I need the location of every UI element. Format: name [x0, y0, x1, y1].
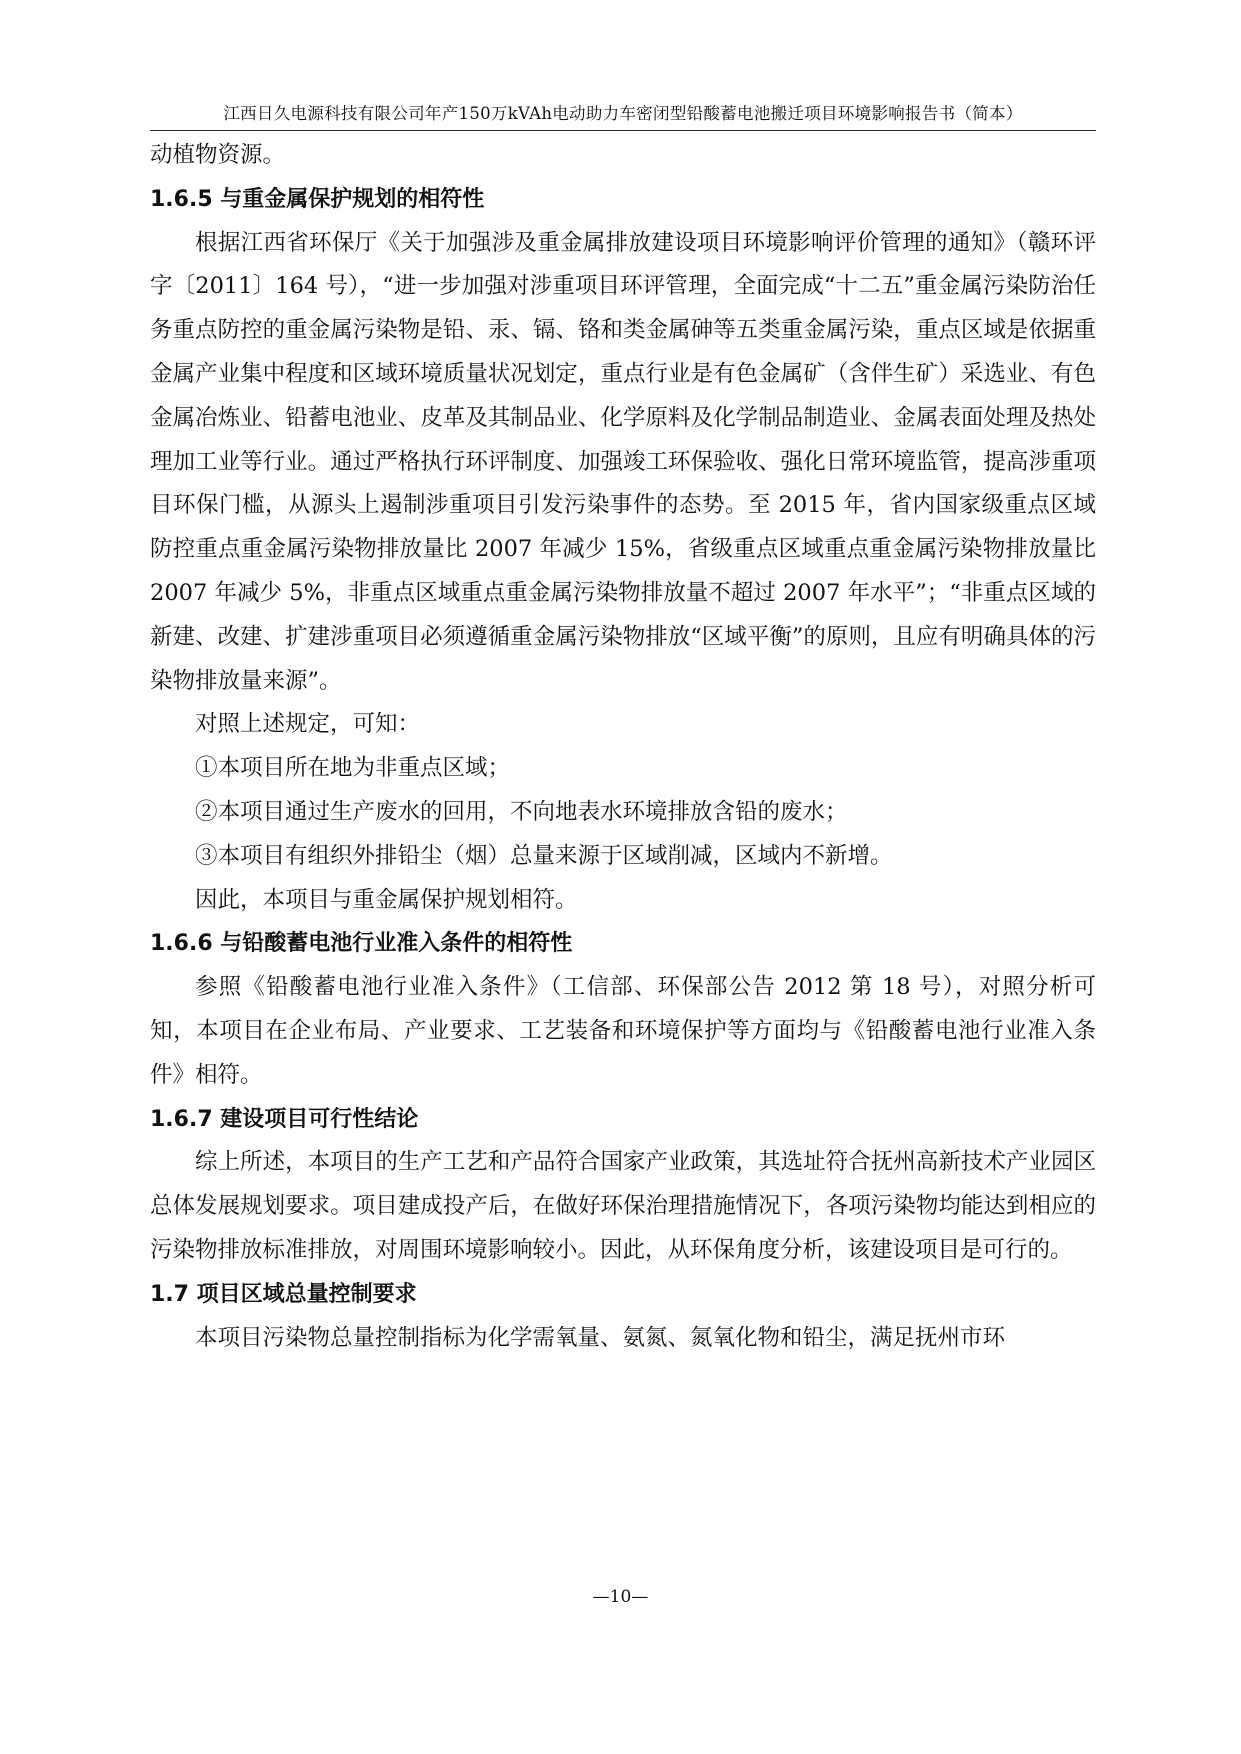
paragraph-continuation: 动植物资源。 — [150, 142, 286, 168]
paragraph-feasibility-conclusion: 综上所述，本项目的生产工艺和产品符合国家产业政策，其选址符合抚州高新技术产业园区总体发展规划要求。项目建成投产后，在做好环保治理措施情况下，各项污染物均能达到相应的污染物排放标准排放，对周围环境影响较小。因此，从环保角度分析，该建设项目是可行的。 — [150, 1149, 1096, 1263]
page-number: —10— — [592, 1587, 649, 1607]
document-body — [150, 134, 1096, 1360]
list-item-3: ③本项目有组织外排铅尘（烟）总量来源于区域削减，区域内不新增。 — [195, 842, 893, 869]
section-heading-1-6-6: 1.6.6 与铅酸蓄电池行业准入条件的相符性 — [150, 931, 573, 957]
paragraph-comparison-intro: 对照上述规定，可知： — [195, 711, 421, 738]
paragraph-conclusion-heavy-metal: 因此，本项目与重金属保护规划相符。 — [195, 886, 578, 913]
paragraph-heavy-metal-regulation: 根据江西省环保厅《关于加强涉及重金属排放建设项目环境影响评价管理的通知》（赣环评字〔2011〕164 号），“进一步加强对涉重项目环评管理，全面完成“十二五”重金属污染防治任务重点防控的重金属污染物是铅、汞、镉、铬和类金属砷等五类重金属污染，重点区域是依据重金属产业集中程度和区域环境质量状况划定，重点行业是有色金属矿（含伴生矿）采选业、有色金属冶炼业、铅蓄电池业、皮革及其制品业、化学原料及化学制品制造业、金属表面处理及热处理加工业等行业。通过严格执行环评制度、加强竣工环保验收、强化日常环境监管，提高涉重项目环保门槛，从源头上遏制涉重项目引发污染事件的态势。至 2015 年，省内国家级重点区域防控重点重金属污染物排放量比 2007 年减少 15%，省级重点区域重点重金属污染物排放量比 2007 年减少 5%，非重点区域重点重金属污染物排放量不超过 2007 年水平”；“非重点区域的新建、改建、扩建涉重项目必须遵循重金属污染物排放“区域平衡”的原则，且应有明确具体的污染物排放量来源”。 — [150, 229, 1096, 694]
section-heading-1-6-5: 1.6.5 与重金属保护规划的相符性 — [150, 186, 485, 212]
list-item-1: ①本项目所在地为非重点区域； — [195, 755, 511, 782]
document-title: 江西日久电源科技有限公司年产150万kVAh电动助力车密闭型铅酸蓄电池搬迁项目环境影响报告书（简本） — [223, 104, 1023, 123]
list-item-2: ②本项目通过生产废水的回用，不向地表水环境排放含铅的废水； — [195, 798, 848, 825]
paragraph-lead-acid-conditions: 参照《铅酸蓄电池行业准入条件》（工信部、环保部公告 2012 第 18 号），对照分析可知，本项目在企业布局、产业要求、工艺装备和环境保护等方面均与《铅酸蓄电池行业准入条件》相符。 — [150, 974, 1096, 1088]
paragraph-total-control: 本项目污染物总量控制指标为化学需氧量、氨氮、氮氧化物和铅尘，满足抚州市环 — [195, 1324, 1006, 1351]
section-heading-1-6-7: 1.6.7 建设项目可行性结论 — [150, 1106, 419, 1132]
page-header — [150, 100, 1096, 131]
section-heading-1-7: 1.7 项目区域总量控制要求 — [150, 1281, 417, 1307]
